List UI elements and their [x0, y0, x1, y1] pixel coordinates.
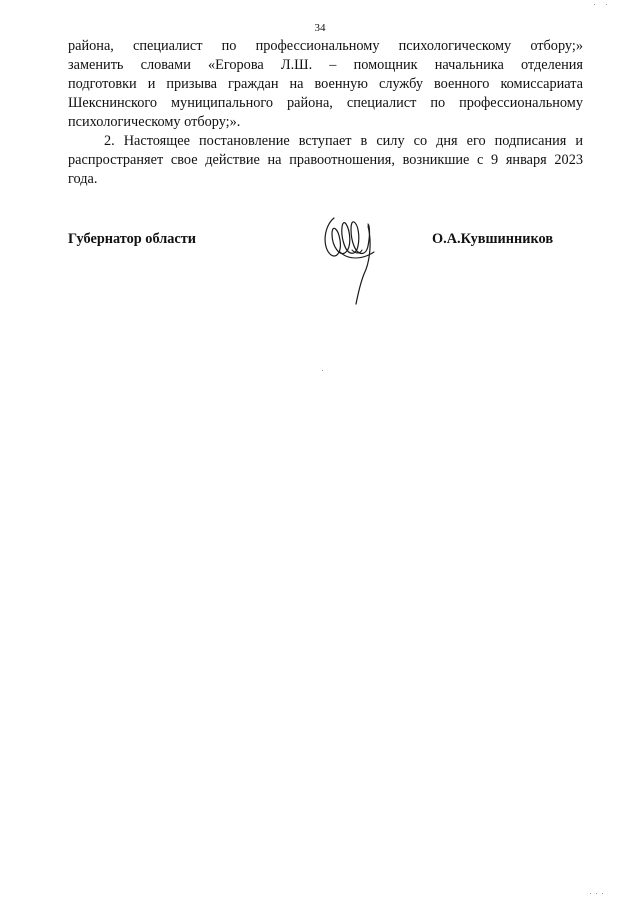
signer-position: Губернатор области [68, 231, 197, 247]
signer-name: О.А.Кувшинников [432, 231, 554, 247]
scan-speck [602, 893, 603, 894]
scan-speck [590, 893, 591, 894]
paragraph-replacement-text [68, 37, 583, 132]
page-number: 34 [314, 22, 326, 34]
text-line: подготовки и призыва граждан на военную службу военного комиссариата [68, 76, 583, 92]
document-body [68, 37, 583, 189]
text-line: психологическому отбору;». [68, 114, 241, 130]
text-line: года. [68, 171, 98, 187]
paragraph-entry-into-force [68, 132, 583, 189]
text-line: распространяет свое действие на правоотношения, возникшие с 9 января 2023 [68, 152, 583, 168]
scan-speck [322, 370, 323, 371]
scan-speck [594, 4, 595, 5]
text-line: района, специалист по профессиональному психологическому отбору;» [68, 38, 583, 54]
handwritten-signature [318, 212, 384, 308]
text-line: 2. Настоящее постановление вступает в силу со дня его подписания и [104, 133, 583, 149]
text-line: Шекснинского муниципального района, специалист по профессиональному [68, 95, 583, 111]
text-line: заменить словами «Егорова Л.Ш. – помощник начальника отделения [68, 57, 583, 73]
scan-speck [596, 893, 597, 894]
scan-speck [606, 4, 607, 5]
